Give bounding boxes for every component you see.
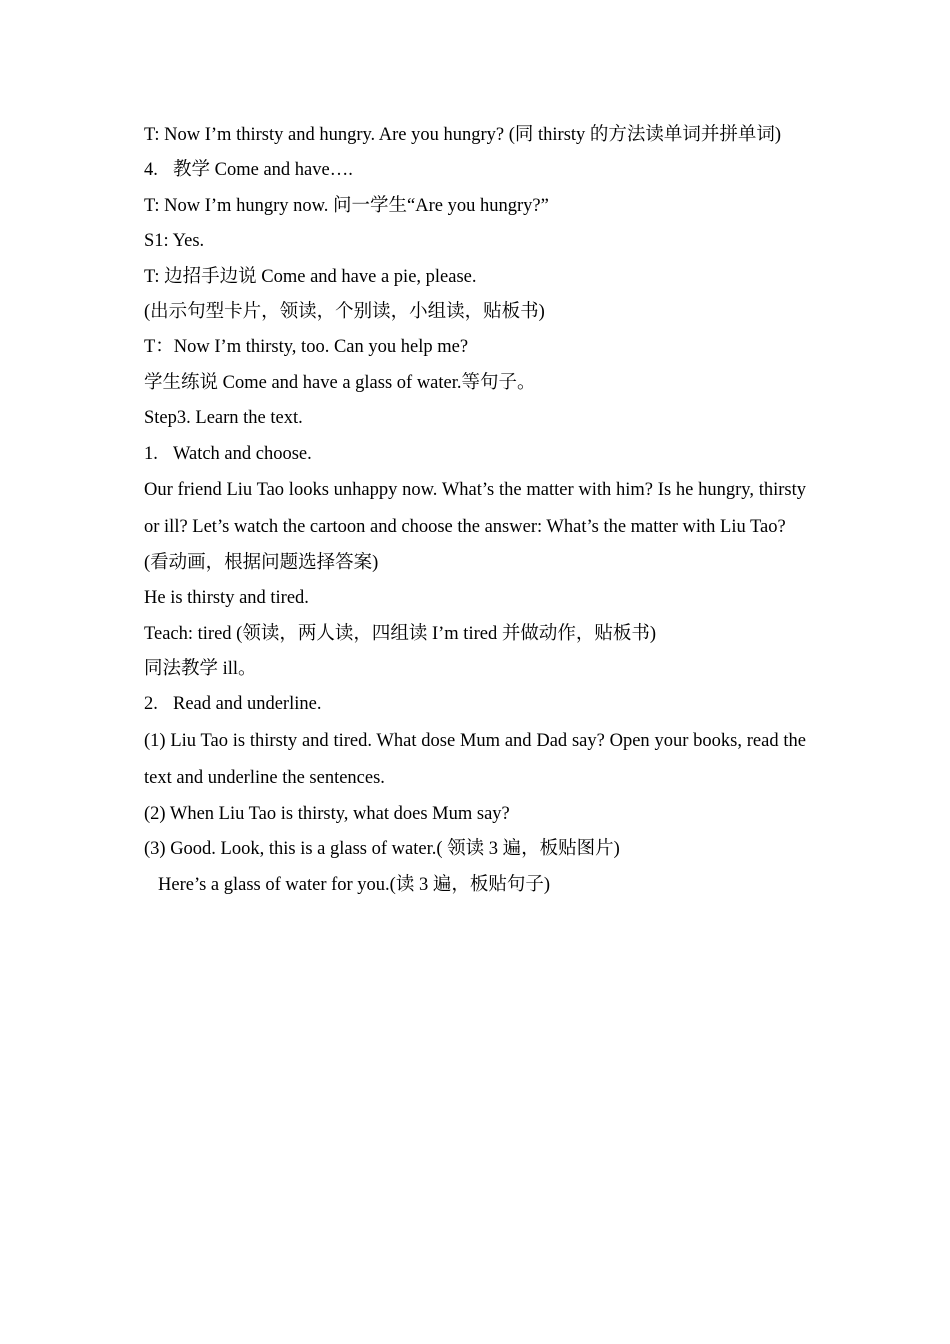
list-number: 4.	[144, 160, 158, 181]
paragraph: Our friend Liu Tao looks unhappy now. What’s the matter with him? Is he hungry, thirsty or ill? Let’s watch the cartoon and choose the answer: What’s the matter with Liu Tao?	[144, 479, 806, 537]
text-line: He is thirsty and tired.	[144, 588, 309, 609]
document-body	[144, 118, 806, 903]
section-heading: Step3. Learn the text.	[144, 408, 303, 429]
text-line: (3) Good. Look, this is a glass of water.( 领读 3 遍，板贴图片)	[144, 839, 620, 860]
text-line: Teach: tired (领读，两人读，四组读 I’m tired 并做动作，贴板书)	[144, 623, 656, 644]
text-line: 同法教学 ill。	[144, 659, 257, 680]
text-line: T: Now I’m hungry now. 问一学生“Are you hungry?”	[144, 195, 549, 216]
text-line: (看动画，根据问题选择答案)	[144, 552, 379, 573]
list-item-text: Read and underline.	[173, 694, 322, 715]
numbered-line	[144, 687, 806, 722]
text-line: (出示句型卡片，领读，个别读，小组读，贴板书)	[144, 301, 545, 322]
paragraph: (1) Liu Tao is thirsty and tired. What dose Mum and Dad say? Open your books, read the text and underline the sentences.	[144, 730, 806, 788]
text-line: T：Now I’m thirsty, too. Can you help me?	[144, 337, 469, 358]
text-line: T: 边招手边说 Come and have a pie, please.	[144, 266, 477, 287]
text-line: (2) When Liu Tao is thirsty, what does Mum say?	[144, 803, 510, 824]
list-number: 2.	[144, 694, 158, 715]
text-line: S1: Yes.	[144, 231, 205, 252]
list-item-text: Watch and choose.	[173, 443, 312, 464]
list-item-text: 教学 Come and have….	[173, 160, 353, 181]
numbered-line	[144, 437, 806, 472]
text-line: Here’s a glass of water for you.(读 3 遍，板贴句子)	[158, 874, 551, 895]
list-number: 1.	[144, 443, 158, 464]
text-line: 学生练说 Come and have a glass of water.等句子。	[144, 372, 536, 393]
text-line: T: Now I’m thirsty and hungry. Are you hungry? (同 thirsty 的方法读单词并拼单词)	[144, 125, 782, 145]
numbered-line	[144, 153, 806, 188]
